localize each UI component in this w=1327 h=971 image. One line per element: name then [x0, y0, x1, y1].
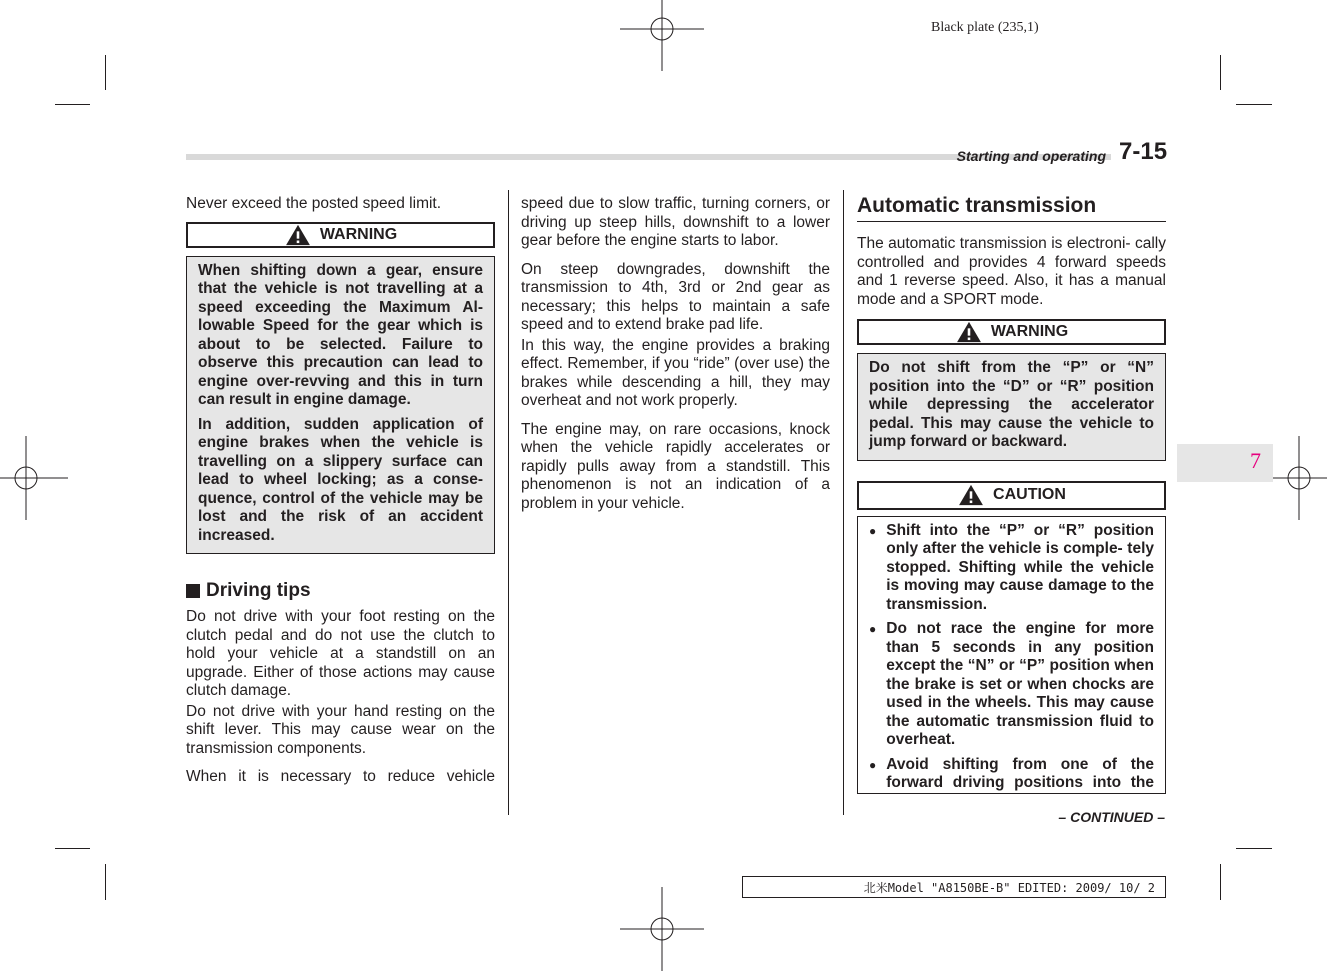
body-paragraph: On steep downgrades, downshift the transmission to 4th, 3rd or 2nd gear as necessary; this helps to maintain a safe speed and to extend brake pad life. — [521, 260, 830, 333]
warning-title: WARNING — [990, 323, 1069, 340]
intro-text: The automatic transmission is electroni- cally controlled and provides 4 forward speeds and 1 reverse speed. Also, it has a manual mode and a SPORT mode. — [857, 235, 1166, 308]
caution-icon — [957, 484, 985, 506]
section-title: Starting and operating — [956, 148, 1106, 164]
square-bullet-icon — [186, 584, 200, 598]
warning-paragraph: Do not shift from the “P” or “N” position into the “D” or “R” position while depressing the accelerator pedal. This may cause the vehicle to jump forward or backward. — [869, 359, 1154, 450]
body-paragraph: When it is necessary to reduce vehicle — [186, 768, 495, 785]
caution-item — [869, 522, 1154, 615]
body-paragraph: In this way, the engine provides a braking effect. Remember, if you “ride” (over use) the brakes while descending a hill, they may overheat and not work properly. — [521, 336, 830, 409]
warning-title: WARNING — [319, 225, 398, 243]
warning-title-box — [186, 222, 495, 248]
caution-body — [857, 516, 1166, 794]
footer-text: 北米Model "A8150BE-B" EDITED: 2009/ 10/ 2 — [863, 880, 1155, 895]
body-paragraph: speed due to slow traffic, turning corners, or driving up steep hills, downshift to a lower gear before the engine starts to labor. — [521, 195, 830, 249]
caution-item — [869, 620, 1154, 750]
warning-paragraph: When shifting down a gear, ensure that the vehicle is not travelling at a speed exceeding the Maximum Al- lowable Speed for the gear which is about to be selected. Failure to observe this precaution can lead to engine over-revving and this in turn can result in engine damage. — [198, 261, 483, 408]
bullet-icon: ● — [869, 622, 877, 636]
caution-text: Avoid shifting from one of the forward driving positions into the — [886, 755, 1154, 791]
intro-text: Never exceed the posted speed limit. — [186, 195, 442, 212]
registration-mark-icon — [620, 887, 704, 971]
middle-column — [521, 195, 830, 513]
crop-mark — [105, 55, 106, 90]
chapter-tab-number: 7 — [1250, 448, 1261, 473]
caution-text: Do not race the engine for more than 5 seconds in any position except the “N” or “P” position when the brake is set or when chocks are used in the wheels. This may cause the automatic transmission fluid to overheat. — [886, 620, 1154, 748]
column-divider — [508, 190, 509, 815]
registration-mark-icon — [620, 0, 704, 71]
left-column — [186, 195, 495, 787]
driving-tips-heading — [186, 580, 495, 602]
bullet-icon: ● — [869, 523, 877, 538]
right-column — [857, 194, 1166, 794]
crop-mark — [1220, 55, 1221, 90]
crop-mark — [55, 848, 90, 849]
caution-title-box — [857, 481, 1166, 510]
driving-tips-title: Driving tips — [206, 580, 311, 601]
crop-mark — [105, 864, 106, 900]
crop-mark — [55, 104, 90, 105]
warning-icon — [284, 224, 312, 246]
body-paragraph: Do not drive with your hand resting on the shift lever. This may cause wear on the transmission components. — [186, 702, 495, 757]
crop-mark — [1236, 104, 1272, 105]
warning-paragraph: In addition, sudden application of engine brakes when the vehicle is travelling on a slippery surface can lead to wheel locking; as a conse- quence, control of the vehicle may be lost and the risk of an accident increased. — [198, 415, 483, 544]
crop-mark — [1220, 864, 1221, 900]
body-paragraph: Do not drive with your foot resting on the clutch pedal and do not use the clutch to hold your vehicle at a standstill on an upgrade. Either of those actions may cause clutch damage. — [186, 608, 495, 699]
heading-rule — [857, 221, 1166, 222]
crop-mark — [1236, 848, 1272, 849]
warning-body — [186, 256, 495, 555]
caution-title: CAUTION — [993, 486, 1066, 503]
warning-body — [857, 353, 1166, 461]
caution-item — [869, 756, 1154, 793]
column-divider — [843, 190, 844, 815]
warning-title-box — [857, 319, 1166, 345]
plate-label: Black plate (235,1) — [931, 20, 1039, 35]
page-number: 7-15 — [1119, 138, 1168, 165]
automatic-transmission-heading: Automatic transmission — [857, 194, 1097, 217]
body-paragraph: The engine may, on rare occasions, knock when the vehicle rapidly accelerates or rapidly pulls away from a standstill. This phenomenon is not an indication of a problem in your vehicle. — [521, 420, 830, 512]
continued-label: – CONTINUED – — [1058, 809, 1165, 825]
warning-icon — [955, 321, 983, 343]
registration-mark-icon — [0, 436, 68, 520]
footer-edit-info — [742, 876, 1166, 898]
bullet-icon: ● — [869, 757, 877, 772]
caution-text: Shift into the “P” or “R” position only after the vehicle is comple- tely stopped. Shifting while the vehicle is moving may cause damage to the transmission. — [886, 521, 1154, 613]
